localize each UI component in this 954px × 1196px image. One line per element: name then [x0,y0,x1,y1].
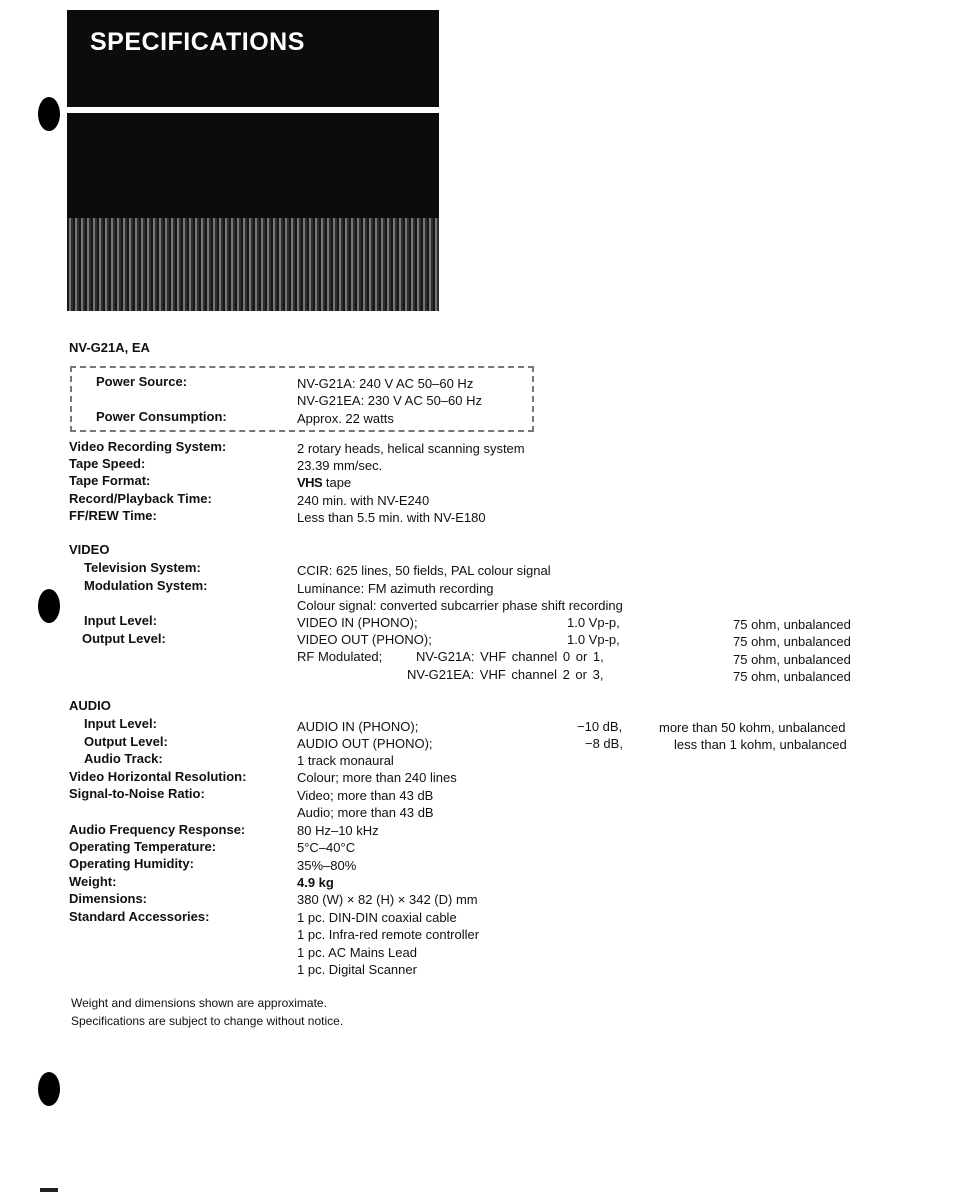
scan-artifact [40,1188,58,1192]
video-heading: VIDEO [69,542,110,557]
spec-value: Less than 5.5 min. with NV-E180 [297,510,486,525]
header-black-panel [67,113,439,218]
video-in-port: VIDEO IN (PHONO); [297,615,418,630]
video-input-label: Input Level: [84,613,157,628]
audio-in-level: −10 dB, [577,719,623,734]
audio-out-port: AUDIO OUT (PHONO); [297,736,433,751]
spec-value: 1 pc. Digital Scanner [297,962,417,977]
spec-value: 35%–80% [297,858,357,873]
modulation-colour: Colour signal: converted subcarrier phase shift recording [297,598,623,613]
modulation-label: Modulation System: [84,578,208,593]
modulation-luminance: Luminance: FM azimuth recording [297,581,494,596]
punch-hole-bottom [38,1072,60,1106]
spec-label: Operating Humidity: [69,856,194,871]
audio-heading: AUDIO [69,698,111,713]
spec-value: 2 rotary heads, helical scanning system [297,441,525,456]
spec-value: 240 min. with NV-E240 [297,493,430,508]
spec-label: Dimensions: [69,891,148,906]
rf-modulated-label: RF Modulated; [297,649,383,664]
spec-value: 5°C–40°C [297,840,356,855]
video-out-port: VIDEO OUT (PHONO); [297,632,432,647]
spec-value: 380 (W) × 82 (H) × 342 (D) mm [297,892,478,907]
spec-label: Tape Speed: [69,456,146,471]
punch-hole-middle [38,589,60,623]
spec-value: 1 pc. DIN-DIN coaxial cable [297,910,457,925]
header-block [67,10,439,107]
audio-out-level: −8 dB, [585,736,623,751]
spec-value: VHS tape [297,475,352,490]
spec-label: Video Horizontal Resolution: [69,769,247,784]
video-in-impedance: 75 ohm, unbalanced [733,617,851,632]
spec-label: Operating Temperature: [69,839,217,854]
video-out-impedance: 75 ohm, unbalanced [733,634,851,649]
spec-label: Standard Accessories: [69,909,210,924]
audio-out-impedance: less than 1 kohm, unbalanced [674,737,847,752]
rf-g21ea-channel: NV-G21EA: VHF channel 2 or 3, [407,667,604,682]
video-output-label: Output Level: [82,631,166,646]
footnote-subject-to-change: Specifications are subject to change without notice. [71,1014,344,1028]
audio-track-value: 1 track monaural [297,753,394,768]
power-source-a: NV-G21A: 240 V AC 50–60 Hz [297,376,474,391]
audio-input-label: Input Level: [84,716,157,731]
spec-label: Audio Frequency Response: [69,822,246,837]
audio-in-impedance: more than 50 kohm, unbalanced [659,720,846,735]
spec-label: Record/Playback Time: [69,491,212,506]
power-source-ea: NV-G21EA: 230 V AC 50–60 Hz [297,393,482,408]
spec-label: Signal-to-Noise Ratio: [69,786,205,801]
rf-g21ea-impedance: 75 ohm, unbalanced [733,669,851,684]
audio-output-label: Output Level: [84,734,168,749]
spec-value: Video; more than 43 dB [297,788,434,803]
footnote-approximate: Weight and dimensions shown are approximate. [71,996,327,1010]
tv-system-label: Television System: [84,560,201,575]
vhs-logo: VHS [297,475,323,490]
spec-value: Colour; more than 240 lines [297,770,457,785]
spec-value: 1 pc. AC Mains Lead [297,945,417,960]
header-halftone-panel [67,218,439,311]
spec-value: 80 Hz–10 kHz [297,823,379,838]
spec-value: 4.9 kg [297,875,334,890]
power-source-label: Power Source: [96,374,188,389]
spec-value: 23.39 mm/sec. [297,458,383,473]
video-in-level: 1.0 Vp-p, [567,615,620,630]
punch-hole-top [38,97,60,131]
spec-label: FF/REW Time: [69,508,157,523]
rf-g21a-channel: NV-G21A: VHF channel 0 or 1, [416,649,604,664]
audio-track-label: Audio Track: [84,751,163,766]
spec-value: Audio; more than 43 dB [297,805,434,820]
power-consumption-value: Approx. 22 watts [297,411,394,426]
rf-g21a-impedance: 75 ohm, unbalanced [733,652,851,667]
spec-label: Tape Format: [69,473,151,488]
tv-system-value: CCIR: 625 lines, 50 fields, PAL colour signal [297,563,551,578]
spec-value: 1 pc. Infra-red remote controller [297,927,480,942]
power-consumption-label: Power Consumption: [96,409,227,424]
page-title: SPECIFICATIONS [90,28,305,56]
audio-in-port: AUDIO IN (PHONO); [297,719,419,734]
video-out-level: 1.0 Vp-p, [567,632,620,647]
spec-label: Video Recording System: [69,439,227,454]
model-heading: NV-G21A, EA [69,340,150,355]
spec-label: Weight: [69,874,117,889]
